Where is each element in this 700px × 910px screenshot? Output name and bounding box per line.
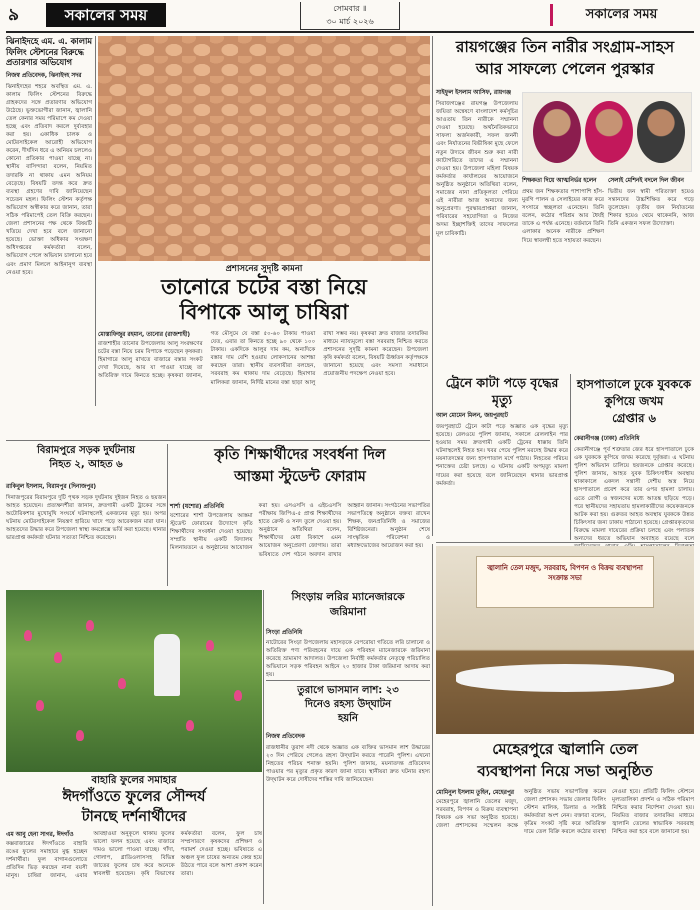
headline-line-3: গ্রেপ্তার ৬	[612, 411, 656, 425]
flower-icon	[86, 620, 94, 631]
section-rule	[6, 440, 430, 441]
article-body: মেহেরপুরে জ্বালানি তেলের মজুদ, সরবরাহ, বিপণন ও বিক্রয় ব্যবস্থাপনা বিষয়ক এক সভা অনুষ্ঠিত হয়েছে। জেলা প্রশাসকের সম্মেলন কক্ষে অনুষ্ঠিত সভায় সভাপতিত্ব করেন জেলা প্রশাসক। সভায় জেলার ফিলিং স্টেশন মালিক, ডিলার ও সংশ্লিষ্ট কর্মকর্তারা অংশ নেন। বক্তারা বলেন, কৃত্রিম সংকট সৃষ্টি করে অতিরিক্ত দামে তেল বিক্রি করলে কঠোর ব্যবস্থা নেওয়া হবে। প্রতিটি ফিলিং স্টেশনে মূল্যতালিকা প্রদর্শন ও সঠিক পরিমাপ নিশ্চিত করার নির্দেশনা দেওয়া হয়। নিয়মিত বাজার তদারকির মাধ্যমে জ্বালানি তেলের স্বাভাবিক সরবরাহ নিশ্চিত করা হবে বলে জানানো হয়।	[436, 789, 694, 836]
article-body: ঝিনাইদহের শহরে অবস্থিত এম. এ. কালাম ফিলিং স্টেশনের বিরুদ্ধে গ্রাহকদের সঙ্গে প্রতারণার অভিযোগ উঠেছে। ভুক্তভোগীরা জানান, জ্বালানি তেল কেনার সময় পরিমাপে কম দেওয়া হচ্ছে এবং প্রতিবাদ করলে দুর্ব্যবহার করা হয়। একাধিক চালক ও মোটরসাইকেল আরোহী অভিযোগ করেন, দীর্ঘদিন ধরে এ অনিয়ম চললেও কোনো প্রতিকার পাওয়া যাচ্ছে না। স্থানীয় বাসিন্দারা বলেন, নিয়মিত তদারকি না থাকায় এমন অনিয়ম বেড়েছে। বিষয়টি তদন্ত করে দ্রুত ব্যবস্থা গ্রহণের দাবি জানিয়েছেন সচেতন মহল। ফিলিং স্টেশন কর্তৃপক্ষ অভিযোগ অস্বীকার করে জানান, তারা সঠিক পরিমাপেই তেল বিক্রি করছেন। জেলা প্রশাসনের পক্ষ থেকে বিষয়টি খতিয়ে দেখা হবে বলে জানানো হয়েছে। ভোক্তা অধিকার সংরক্ষণ অধিদপ্তরের কর্মকর্তারা বলেন, অভিযোগ পেলে অভিযান চালানো হবে এবং প্রমাণ মিললে আইনানুগ ব্যবস্থা নেওয়া হবে।	[6, 83, 92, 276]
article-body-3: দ্বিতীয় জন স্বামী পরিত্যক্তা হয়েও সন্তানদের উচ্চশিক্ষিত করে গড়ে তুলেছেন। তৃতীয় জন নির্যাতনের শিকার হয়েও থেমে থাকেননি, আজ তিনি একজন সফল উদ্যোক্তা।	[608, 189, 694, 228]
story-turag-headline	[266, 684, 430, 730]
masthead-rule	[6, 31, 694, 33]
story-hospital-headline	[574, 376, 694, 432]
issue-date-text: ৩০ মার্চ ২০২৬	[326, 17, 374, 26]
story-raiganj-body-col2	[522, 176, 604, 370]
byline: সিংড়া প্রতিনিধি	[266, 630, 303, 636]
story-turag-body	[266, 732, 430, 904]
column-rule	[570, 374, 571, 540]
issue-date	[300, 2, 400, 30]
byline: নিজস্ব প্রতিবেদক, ঝিনাইদহ সদর	[6, 72, 82, 79]
portrait-2	[585, 101, 633, 163]
flower-field-photo	[6, 590, 262, 772]
byline: মোমিনুল ইসলাম তুহিন, মেহেরপুর	[436, 790, 514, 796]
story-singra-headline	[266, 590, 430, 626]
story-jhenaidah	[6, 36, 92, 406]
headline-line-1: তানোরে চটের বস্তা নিয়ে	[161, 275, 367, 299]
byline: এম আবু হেনা সাগর, ঈদগাঁও	[6, 832, 74, 838]
portrait-3	[637, 101, 685, 163]
story-biramput-headline	[6, 444, 166, 480]
story-train	[436, 374, 568, 540]
article-body: রাজধানীর তুরাগ নদী থেকে অজ্ঞাত এক ব্যক্তির ভাসমান লাশ উদ্ধারের ২৩ দিন পেরিয়ে গেলেও রহস্য উদ্‌ঘাটন করতে পারেনি পুলিশ। এখনো নিহতের পরিচয় শনাক্ত হয়নি। পুলিশ জানায়, ময়নাতদন্ত প্রতিবেদন পাওয়ার পর মৃত্যুর প্রকৃত কারণ জানা যাবে। স্থানীয়রা দ্রুত ঘটনার রহস্য উদ্‌ঘাটন করে দোষীদের শাস্তির দাবি জানিয়েছেন।	[266, 745, 430, 784]
headline-line-1: কৃতি শিক্ষার্থীদের সংবর্ধনা দিল	[214, 447, 386, 463]
story-kriti-headline	[170, 444, 430, 500]
flower-icon	[24, 630, 32, 641]
story-raiganj-headline	[436, 36, 694, 86]
headline-line-1: মেহেরপুরে জ্বালানি তেল	[492, 740, 638, 758]
story-meherpur-body	[436, 788, 694, 906]
awardee-portraits	[522, 92, 692, 172]
headline-line-2: জরিমানা	[329, 606, 367, 618]
headline-line-3: হয়নি	[338, 713, 358, 724]
story-meherpur-headline	[436, 738, 694, 784]
article-body: রাজশাহীর তানোর উপজেলায় আলু সংরক্ষণের চটের বস্তা নিয়ে চরম বিপাকে পড়েছেন কৃষকরা। হিমাগারে আলু রাখতে বাজারে বস্তার সংকট দেখা দিয়েছে, আর যা পাওয়া যাচ্ছে তা অতিরিক্ত দামে কিনতে হচ্ছে। কৃষকরা জানান, গত মৌসুমে যে বস্তা ৫০-৬০ টাকায় পাওয়া যেত, এবার তা কিনতে হচ্ছে ৯০ থেকে ১০০ টাকায়। একদিকে আলুর দাম কম, অন্যদিকে বস্তার দাম বেশি হওয়ায় লোকসানের আশঙ্কা করছেন তারা। স্থানীয় ব্যবসায়ীরা বলছেন, সরবরাহ কম থাকায় দাম বেড়েছে। হিমাগার মালিকরা জানান, নির্দিষ্ট মানের বস্তা ছাড়া আলু রাখা সম্ভব নয়। কৃষকরা দ্রুত বাজার তদারকির মাধ্যমে ন্যায্যমূল্যে বস্তা সরবরাহ নিশ্চিত করতে প্রশাসনের সুদৃষ্টি কামনা করেছেন। উপজেলা কৃষি কর্মকর্তা বলেন, বিষয়টি ঊর্ধ্বতন কর্তৃপক্ষকে জানানো হয়েছে এবং সমস্যা সমাধানে প্রয়োজনীয় পদক্ষেপ নেওয়া হবে।	[98, 331, 428, 386]
kicker: বাহারি ফুলের সমাহার	[91, 775, 177, 786]
brand-right: সকালের সময়	[550, 4, 690, 26]
subhead: শিক্ষকতা দিয়ে আত্মনির্ভর হলেন	[522, 178, 597, 184]
headline: ঝিনাইদহে এম. এ. কালাম ফিলিং স্টেশনের বিরুদ্ধে প্রতারণার অভিযোগ	[6, 36, 92, 67]
article-body: সিরাজগঞ্জের রায়গঞ্জ উপজেলায় জয়িতা অন্বেষণে বাংলাদেশ কর্মসূচির আওতায় তিন নারীকে সম্মাননা দেওয়া হয়েছে। অর্থনৈতিকভাবে সাফল্য অর্জনকারী, সফল জননী এবং নির্যাতনের বিভীষিকা মুছে ফেলে নতুন উদ্যমে জীবন শুরু করা নারী ক্যাটাগরিতে তাদের এ সম্মাননা দেওয়া হয়। উপজেলা মহিলা বিষয়ক কর্মকর্তার কার্যালয়ের আয়োজনে অনুষ্ঠিত অনুষ্ঠানে অতিথিরা বলেন, সমাজের নানা প্রতিকূলতা পেরিয়ে এই নারীরা আজ অন্যদের জন্য অনুপ্রেরণা। পুরস্কারপ্রাপ্তরা জানান, পরিবারের সহযোগিতা ও নিজের অদম্য ইচ্ছাশক্তিই তাদের সাফল্যের মূল চাবিকাঠি।	[436, 101, 518, 237]
subhead-2: সেলাই মেশিনই বদলে দিল জীবন	[608, 178, 684, 184]
section-rule	[436, 542, 694, 543]
headline-line-2: আস্তমা স্টুডেন্ট ফোরাম	[234, 469, 366, 485]
flower-icon	[186, 720, 194, 731]
column-rule	[263, 590, 264, 904]
byline: রাকিবুল ইসলাম, বিরামপুর (দিনাজপুর)	[6, 484, 96, 490]
article-body: কক্সবাজারের ঈদগাঁওতে বাহারি রঙের ফুলের সমাহারে মুগ্ধ হচ্ছেন দর্শনার্থীরা। ফুল বাগানগুলোতে প্রতিদিন ভিড় করছেন নানা বয়সী মানুষ। চাষিরা জানান, এবার আবহাওয়া অনুকূলে থাকায় ফুলের ভালো ফলন হয়েছে এবং বাজারে দামও ভালো পাওয়া যাচ্ছে। গাঁদা, গোলাপ, গ্লাডিওলাসসহ বিভিন্ন জাতের ফুলের চাষ করে অনেকে স্বাবলম্বী হয়েছেন। কৃষি বিভাগের কর্মকর্তারা বলেন, ফুল চাষ সম্প্রসারণে কৃষকদের প্রশিক্ষণ ও পরামর্শ দেওয়া হচ্ছে। ভবিষ্যতে এ অঞ্চল ফুল চাষের অন্যতম কেন্দ্র হয়ে উঠতে পারে বলে আশা প্রকাশ করেন তারা।	[6, 831, 262, 880]
byline: নিজস্ব প্রতিবেদক	[266, 734, 305, 740]
story-singra-body	[266, 628, 430, 678]
story-raiganj-body-col3	[608, 176, 694, 370]
headline-line-1: ঈদগাঁওতে ফুলের সৌন্দর্য	[62, 789, 206, 805]
headline: ট্রেনে কাটা পড়ে বৃদ্ধের মৃত্যু	[445, 375, 559, 407]
story-tanore-headline	[98, 264, 430, 326]
byline: কেরানীগঞ্জ (ঢাকা) প্রতিনিধি	[574, 436, 640, 442]
article-body: জয়পুরহাটে ট্রেনে কাটা পড়ে অজ্ঞাত এক বৃদ্ধের মৃত্যু হয়েছে। রেলওয়ে পুলিশ জানায়, সকালে রেললাইন পার হওয়ার সময় দ্রুতগামী একটি ট্রেনের ধাক্কায় তিনি ঘটনাস্থলেই নিহত হন। খবর পেয়ে পুলিশ মরদেহ উদ্ধার করে ময়নাতদন্তের জন্য হাসপাতাল মর্গে পাঠায়। নিহতের পরিচয় শনাক্তের চেষ্টা চলছে। এ ঘটনায় একটি অপমৃত্যু মামলা দায়ের করা হয়েছে বলে জানিয়েছেন থানার ভারপ্রাপ্ত কর্মকর্তা।	[436, 424, 568, 487]
flower-icon	[234, 690, 242, 701]
potato-sacks-photo	[98, 36, 430, 261]
headline-line-1: সিংড়ায় লরির ম্যানেজারকে	[291, 591, 405, 603]
article-body: দিনাজপুরের বিরামপুরে দুটি পৃথক সড়ক দুর্ঘটনায় দুইজন নিহত ও ছয়জন আহত হয়েছেন। প্রত্যক্ষদর্শীরা জানান, দ্রুতগামী একটি ট্রাকের সঙ্গে অটোরিকশার মুখোমুখি সংঘর্ষে ঘটনাস্থলেই একজনের মৃত্যু হয়। অপর ঘটনায় মোটরসাইকেল নিয়ন্ত্রণ হারিয়ে খাদে পড়ে আরেকজন মারা যান। আহতদের উদ্ধার করে উপজেলা স্বাস্থ্য কমপ্লেক্সে ভর্তি করা হয়েছে। থানার ভারপ্রাপ্ত কর্মকর্তা ঘটনার সত্যতা নিশ্চিত করেছেন।	[6, 495, 166, 542]
column-rule	[432, 36, 433, 536]
portrait-1	[533, 101, 581, 163]
headline-line-1: হাসপাতালে ঢুকে যুবককে	[576, 377, 692, 391]
headline-line-2: আর সাফল্যে পেলেন পুরস্কার	[475, 60, 655, 78]
flower-icon	[76, 730, 84, 741]
section-rule	[266, 680, 430, 681]
article-body: নাটোরের সিংড়া উপজেলায় মহাসড়কে বেপরোয়া গতিতে লরি চালানো ও অতিরিক্ত পণ্য পরিবহনের দায়ে এক পরিবহন ম্যানেজারকে জরিমানা করেছে ভ্রাম্যমাণ আদালত। উপজেলা নির্বাহী কর্মকর্তার নেতৃত্বে পরিচালিত অভিযানে সড়ক পরিবহন আইনে ২০ হাজার টাকা জরিমানা আদায় করা হয়।	[266, 640, 430, 679]
article-body: কেরানীগঞ্জে পূর্ব শত্রুতার জের ধরে হাসপাতালে ঢুকে এক যুবককে কুপিয়ে জখম করেছে দুর্বৃত্তরা। এ ঘটনায় পুলিশ অভিযান চালিয়ে ছয়জনকে গ্রেপ্তার করেছে। পুলিশ জানায়, আহত যুবক চিকিৎসাধীন অবস্থায় থাকাকালে একদল সন্ত্রাসী দেশীয় অস্ত্র নিয়ে হাসপাতালে প্রবেশ করে তার ওপর হামলা চালায়। এতে রোগী ও স্বজনদের মধ্যে আতঙ্ক ছড়িয়ে পড়ে। পরে স্থানীয়দের সহায়তায় হামলাকারীদের কয়েকজনকে আটক করা হয়। গুরুতর আহত অবস্থায় যুবককে উন্নত চিকিৎসার জন্য ঢাকায় পাঠানো হয়েছে। গ্রেপ্তারকৃতদের বিরুদ্ধে মামলা দায়েরের প্রক্রিয়া চলছে এবং পলাতক অন্যদের ধরতে অভিযান অব্যাহত রয়েছে বলে	[574, 447, 694, 543]
story-tanore-body	[98, 330, 428, 440]
flower-icon	[54, 652, 62, 663]
column-rule	[167, 444, 168, 586]
article-body-2: প্রথম জন শিক্ষকতার পাশাপাশি হাঁস-মুরগি পালন ও সেলাইয়ের কাজ করে সংসারে স্বচ্ছলতা এনেছেন। তিনি বলেন, কঠোর পরিশ্রম আর ধৈর্যই তাকে এ পর্যন্ত এনেছে। বর্তমানে তিনি এলাকার অনেক নারীকে প্রশিক্ষণ দিয়ে স্বাবলম্বী হতে সহায়তা করছেন।	[522, 189, 604, 244]
person-figure	[154, 634, 180, 696]
story-kriti-body	[170, 502, 430, 586]
flower-icon	[36, 700, 44, 711]
article-body: যশোরের শার্শা উপজেলায় আস্তমা স্টুডেন্ট ফোরামের উদ্যোগে কৃতি শিক্ষার্থীদের সংবর্ধনা দেওয়া হয়েছে। সম্প্রতি স্থানীয় একটি বিদ্যালয় মিলনায়তনে এ অনুষ্ঠানের আয়োজন করা হয়। এসএসসি ও এইচএসসি পরীক্ষায় জিপিএ-৫ প্রাপ্ত শিক্ষার্থীদের হাতে ক্রেস্ট ও সনদ তুলে দেওয়া হয়। অনুষ্ঠানে অতিথিরা বলেন, শিক্ষার্থীদের মেধা বিকাশে এমন আয়োজন অনুপ্রেরণা জোগায়। তারা ভবিষ্যতে দেশ গঠনে অবদান রাখার আহ্বান জানান। সংগঠনের সভাপতির সভাপতিত্বে অনুষ্ঠানে বক্তব্য রাখেন শিক্ষক, জনপ্রতিনিধি ও সমাজের বিশিষ্টজনেরা। অনুষ্ঠান শেষে সাংস্কৃতিক পরিবেশনা ও মধ্যাহ্নভোজের আয়োজন করা হয়।	[170, 503, 430, 558]
kicker: প্রশাসনের সুদৃষ্টি কামনা	[225, 264, 303, 274]
headline-line-2: দিনেও রহস্য উদ্‌ঘাটন	[304, 699, 392, 710]
headline-line-1: রায়গঞ্জের তিন নারীর সংগ্রাম-সাহস	[455, 38, 675, 56]
flower-icon	[206, 640, 214, 651]
headline-line-1: তুরাগে ভাসমান লাশ: ২৩	[297, 685, 399, 696]
headline-line-1: বিরামপুরে সড়ক দুর্ঘটনায়	[36, 445, 136, 456]
issue-day: সোমবার ॥	[333, 4, 367, 13]
flower-icon	[118, 678, 126, 689]
headline-line-2: কুপিয়ে জখম	[604, 394, 664, 408]
headline-line-2: বিপাকে আলু চাষিরা	[179, 300, 349, 324]
column-rule	[432, 544, 433, 906]
masthead-logo: সকালের সময়	[46, 3, 166, 27]
column-rule	[95, 36, 96, 406]
meeting-photo	[436, 546, 694, 734]
byline: মোস্তাফিজুর রহমান, তানোর (রাজশাহী)	[98, 332, 191, 338]
page-number: ৯	[8, 5, 20, 25]
story-flower-headline	[6, 774, 262, 830]
story-raiganj-body-col1	[436, 88, 518, 370]
story-flower-body	[6, 830, 262, 906]
story-hospital-body	[574, 434, 694, 543]
meeting-banner: জ্বালানি তেল মজুদ, সরবরাহ, বিপণন ও বিক্রয় ব্যবস্থাপনা সংক্রান্ত সভা	[476, 556, 654, 608]
byline: আল মোমেন মিলন, জয়পুরহাট	[436, 413, 508, 419]
headline-line-2: নিহত ২, আহত ৬	[49, 459, 123, 470]
headline-line-2: টানছে দর্শনার্থীদের	[81, 809, 187, 825]
story-biramput-body	[6, 482, 166, 586]
meeting-table	[456, 664, 674, 692]
byline: শার্শা (যশোর) প্রতিনিধি	[170, 504, 224, 510]
byline: সাইফুল ইসলাম আসিফ, রায়গঞ্জ	[436, 90, 511, 96]
headline-line-2: ব্যবস্থাপনা নিয়ে সভা অনুষ্ঠিত	[477, 762, 653, 780]
